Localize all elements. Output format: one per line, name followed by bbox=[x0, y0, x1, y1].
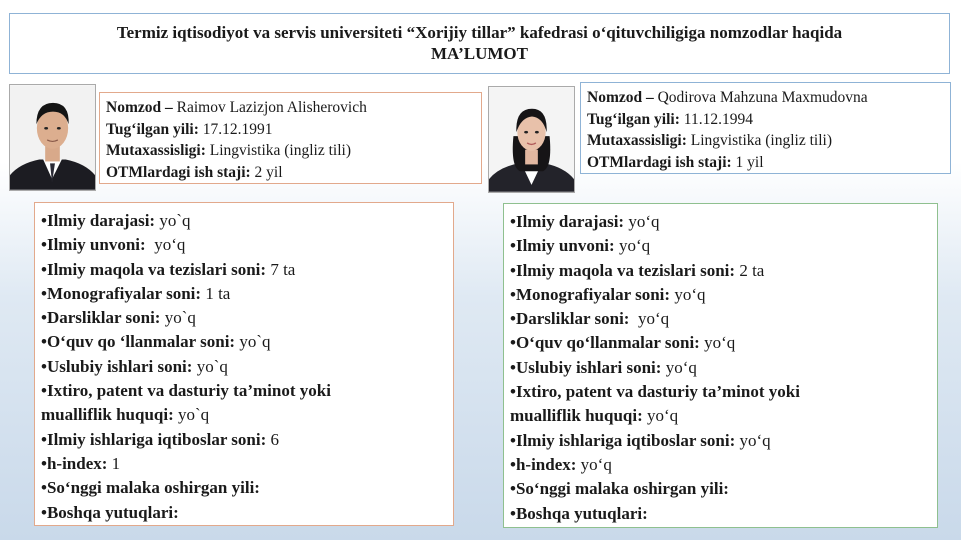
list-item: •So‘nggi malaka oshirgan yili: bbox=[510, 479, 729, 499]
list-item: •Ilmiy darajasi: yo‘q bbox=[510, 212, 660, 231]
candidate-2-details bbox=[503, 203, 938, 528]
list-item: •So‘nggi malaka oshirgan yili: bbox=[41, 478, 260, 498]
list-item: •O‘quv qo‘llanmalar soni: yo‘q bbox=[510, 333, 736, 353]
male-portrait-icon bbox=[10, 85, 95, 190]
list-item: •Ilmiy unvoni: yo‘q bbox=[41, 235, 186, 255]
list-item: •Ixtiro, patent va dasturiy ta’minot yoki mualliflik huquqi: yo‘q bbox=[510, 382, 800, 426]
list-item: •Darsliklar soni: yo`q bbox=[41, 308, 196, 328]
list-item: •h-index: 1 bbox=[41, 453, 121, 473]
list-item: •Uslubiy ishlari soni: yo`q bbox=[41, 356, 228, 376]
list-item: •h-index: yo‘q bbox=[510, 454, 612, 474]
list-item: •O‘quv qo ‘llanmalar soni: yo`q bbox=[41, 332, 271, 352]
candidate-name-row: Nomzod – Raimov Lazizjon Alisherovich bbox=[106, 99, 367, 116]
candidate-1-info bbox=[99, 92, 482, 184]
specialty-row: Mutaxassisligi: Lingvistika (ingliz tili) bbox=[587, 132, 832, 149]
female-portrait-icon bbox=[489, 87, 574, 192]
candidate-1-photo bbox=[9, 84, 96, 191]
specialty-row: Mutaxassisligi: Lingvistika (ingliz tili) bbox=[106, 142, 351, 159]
list-item: •Ilmiy unvoni: yo‘q bbox=[510, 236, 651, 256]
experience-row: OTMlardagi ish staji: 2 yil bbox=[106, 163, 283, 181]
candidate-2-info bbox=[580, 82, 951, 174]
list-item: •Monografiyalar soni: 1 ta bbox=[41, 283, 231, 303]
list-item: •Monografiyalar soni: yo‘q bbox=[510, 284, 706, 304]
list-item: •Darsliklar soni: yo‘q bbox=[510, 309, 670, 329]
title-line-2: MA’LUMOT bbox=[431, 44, 528, 63]
title-line-1: Termiz iqtisodiyot va servis universiteti “Xorijiy tillar” kafedrasi o‘qituvchiligiga nomzodlar haqida bbox=[116, 23, 843, 42]
list-item: •Boshqa yutuqlari: bbox=[510, 503, 648, 523]
candidate-1-details bbox=[34, 202, 454, 526]
list-item: •Ilmiy darajasi: yo`q bbox=[41, 211, 191, 230]
birth-year-row: Tug‘ilgan yili: 11.12.1994 bbox=[587, 110, 753, 128]
list-item: •Ilmiy ishlariga iqtiboslar soni: 6 bbox=[41, 429, 280, 449]
list-item: •Uslubiy ishlari soni: yo‘q bbox=[510, 357, 697, 377]
list-item: •Ilmiy maqola va tezislari soni: 7 ta bbox=[41, 259, 296, 279]
birth-year-row: Tug‘ilgan yili: 17.12.1991 bbox=[106, 120, 273, 138]
list-item: •Ilmiy ishlariga iqtiboslar soni: yo‘q bbox=[510, 430, 771, 450]
candidate-name-row: Nomzod – Qodirova Mahzuna Maxmudovna bbox=[587, 89, 868, 106]
title-box bbox=[9, 13, 950, 74]
list-item: •Ixtiro, patent va dasturiy ta’minot yoki mualliflik huquqi: yo`q bbox=[41, 381, 331, 425]
list-item: •Boshqa yutuqlari: bbox=[41, 502, 179, 522]
list-item: •Ilmiy maqola va tezislari soni: 2 ta bbox=[510, 260, 765, 280]
experience-row: OTMlardagi ish staji: 1 yil bbox=[587, 153, 764, 171]
candidate-2-photo bbox=[488, 86, 575, 193]
